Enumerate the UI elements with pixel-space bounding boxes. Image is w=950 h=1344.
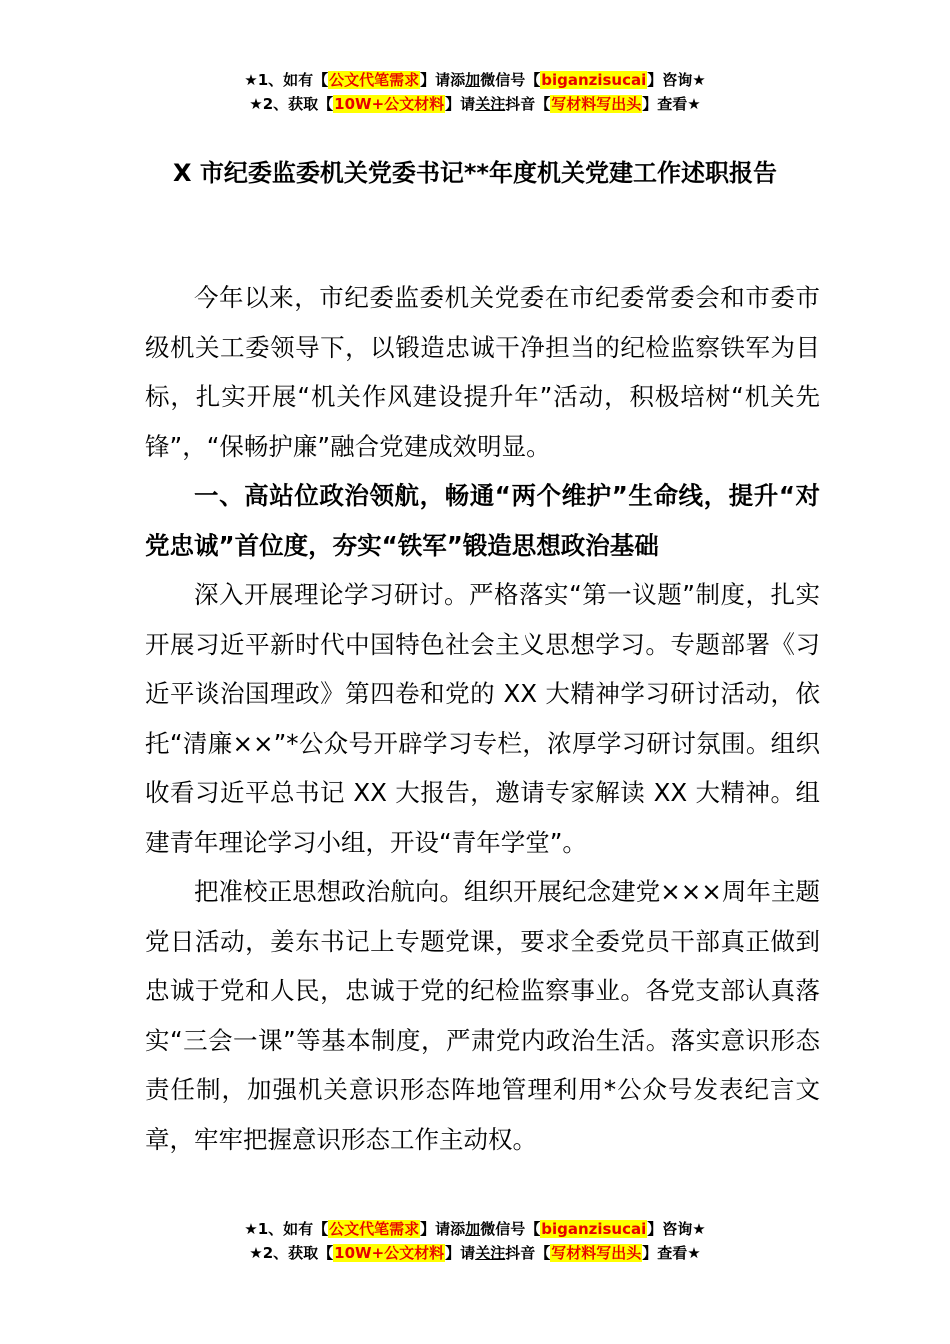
- banner-line-2: [0, 92, 950, 116]
- banner-line-1: [0, 1217, 950, 1241]
- underlined-text: 关注: [475, 95, 506, 113]
- highlight-service: 公文代笔需求: [329, 71, 420, 89]
- banner-line-1: [0, 68, 950, 92]
- highlight-douyin: 写材料写出头: [551, 95, 642, 113]
- banner-text: 】请添: [420, 71, 466, 89]
- banner-text: 】请: [445, 1244, 476, 1262]
- banner-text: 】咨询: [647, 71, 693, 89]
- banner-text: 抖音【: [505, 95, 551, 113]
- highlight-service: 公文代笔需求: [329, 1220, 420, 1238]
- star-icon: ★: [692, 71, 706, 89]
- banner-line-2: [0, 1241, 950, 1265]
- highlight-materials: 10W+公文材料: [334, 1244, 445, 1262]
- banner-text: 】请添: [420, 1220, 466, 1238]
- paragraph-theory-study: 深入开展理论学习研讨。严格落实“第一议题”制度，扎实开展习近平新时代中国特色社会主义思想学习。专题部署《习近平谈治国理政》第四卷和党的 XX 大精神学习研讨活动，依托“清廉××”*公众号开辟学习专栏，浓厚学习研讨氛围。组织收看习近平总书记 XX 大报告，邀请专家解读 XX 大精神。组建青年理论学习小组，开设“青年学堂”。: [145, 580, 820, 857]
- section-heading: 一、高站位政治领航，畅通“两个维护”生命线，提升“对党忠诚”首位度，夯实“铁军”锻造思想政治基础: [145, 481, 820, 560]
- document-title: X 市纪委监委机关党委书记**年度机关党建工作述职报告: [173, 159, 777, 187]
- paragraph-intro: 今年以来，市纪委监委机关党委在市纪委常委会和市委市级机关工委领导下，以锻造忠诚干净担当的纪检监察铁军为目标，扎实开展“机关作风建设提升年”活动，积极培树“机关先锋”，“保畅护廉”融合党建成效明显。: [145, 283, 820, 461]
- underlined-text: 加: [465, 71, 481, 89]
- banner-text: 】请: [445, 95, 476, 113]
- underlined-text: 加: [465, 1220, 481, 1238]
- highlight-douyin: 写材料写出头: [551, 1244, 642, 1262]
- banner-text: 微信号【: [480, 1220, 541, 1238]
- paragraph-political-direction: 把准校正思想政治航向。组织开展纪念建党×××周年主题党日活动，姜东书记上专题党课，要求全委党员干部真正做到忠诚于党和人民，忠诚于党的纪检监察事业。各党支部认真落实“三会一课”等基本制度，严肃党内政治生活。落实意识形态责任制，加强机关意识形态阵地管理利用*公众号发表纪言文章，牢牢把握意识形态工作主动权。: [145, 877, 820, 1154]
- banner-text: 1、如有【: [257, 71, 329, 89]
- banner-text: 抖音【: [505, 1244, 551, 1262]
- star-icon: ★: [687, 1244, 701, 1262]
- underlined-text: 关注: [475, 1244, 506, 1262]
- banner-text: 2、获取【: [262, 1244, 334, 1262]
- document-body: [145, 273, 820, 1164]
- banner-text: 】咨询: [647, 1220, 693, 1238]
- banner-text: 】查看: [642, 1244, 688, 1262]
- header-banner: [0, 68, 950, 116]
- banner-text: 微信号【: [480, 71, 541, 89]
- banner-text: 2、获取【: [262, 95, 334, 113]
- star-icon: ★: [244, 71, 258, 89]
- star-icon: ★: [692, 1220, 706, 1238]
- star-icon: ★: [249, 95, 263, 113]
- banner-text: 】查看: [642, 95, 688, 113]
- highlight-materials: 10W+公文材料: [334, 95, 445, 113]
- star-icon: ★: [687, 95, 701, 113]
- star-icon: ★: [249, 1244, 263, 1262]
- highlight-wechat-id: biganzisucai: [541, 1220, 647, 1238]
- star-icon: ★: [244, 1220, 258, 1238]
- highlight-wechat-id: biganzisucai: [541, 71, 647, 89]
- footer-banner: [0, 1217, 950, 1265]
- banner-text: 1、如有【: [257, 1220, 329, 1238]
